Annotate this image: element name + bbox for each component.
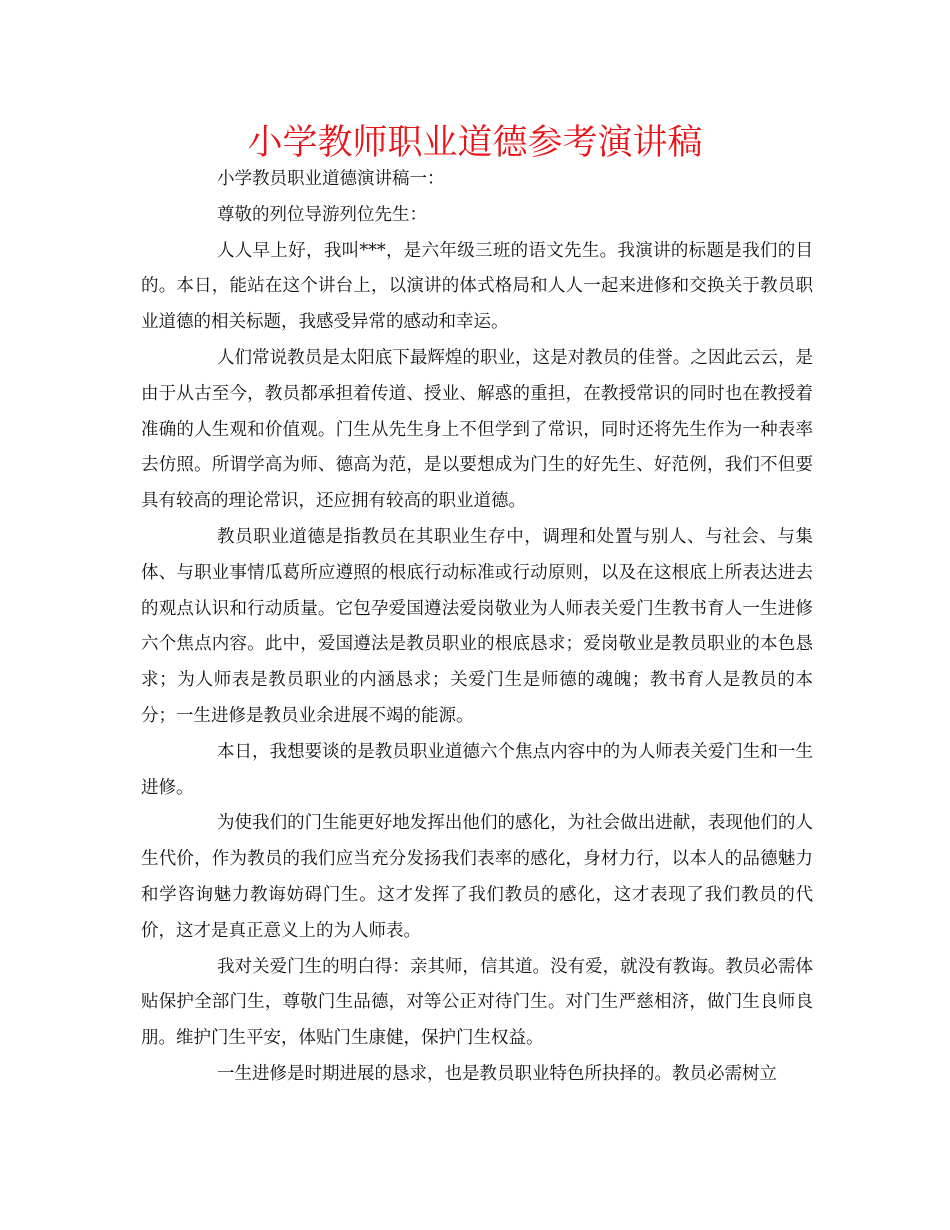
paragraph-subtitle: 小学教员职业道德演讲稿一： [217, 169, 445, 189]
paragraph: 我对关爱门生的明白得：亲其师，信其道。没有爱，就没有教诲。教员必需体贴保护全部门生，尊敬门生品德，对等公正对待门生。对门生严慈相济，做门生良师良朋。维护门生平安，体贴门生康健，保护门生权益。 [141, 956, 813, 1049]
paragraph: 教员职业道德是指教员在其职业生存中，调理和处置与别人、与社会、与集体、与职业事情瓜葛所应遵照的根底行动标准或行动原则，以及在这根底上所表达进去的观点认识和行动质量。它包孕爱国遵法爱岗敬业为人师表关爱门生教书育人一生进修六个焦点内容。此中，爱国遵法是教员职业的根底恳求；爱岗敬业是教员职业的本色恳求；为人师表是教员职业的内涵恳求；关爱门生是师德的魂魄；教书育人是教员的本分；一生进修是教员业余进展不竭的能源。 [141, 526, 813, 726]
paragraph: 一生进修是时期进展的恳求，也是教员职业特色所抉择的。教员必需树立 [217, 1063, 777, 1084]
document-title: 小学教师职业道德参考演讲稿 [247, 123, 703, 163]
document-body [141, 162, 813, 1093]
paragraph: 人们常说教员是太阳底下最辉煌的职业，这是对教员的佳誉。之因此云云，是由于从古至今，教员都承担着传道、授业、解惑的重担，在教授常识的同时也在教授着准确的人生观和价值观。门生从先生身上不但学到了常识，同时还将先生作为一种表率去仿照。所谓学高为师、德高为范，是以要想成为门生的好先生、好范例，我们不但要具有较高的理论常识，还应拥有较高的职业道德。 [141, 347, 813, 512]
paragraph: 本日，我想要谈的是教员职业道德六个焦点内容中的为人师表关爱门生和一生进修。 [141, 741, 813, 798]
paragraph: 为使我们的门生能更好地发挥出他们的感化，为社会做出进献，表现他们的人生代价，作为教员的我们应当充分发扬我们表率的感化，身材力行，以本人的品德魅力和学咨询魅力教诲妨碍门生。这才发挥了我们教员的感化，这才表现了我们教员的代价，这才是真正意义上的为人师表。 [141, 813, 813, 941]
paragraph-salutation: 尊敬的列位导游列位先生： [217, 204, 427, 225]
paragraph: 人人早上好，我叫***，是六年级三班的语文先生。我演讲的标题是我们的目的。本日，能站在这个讲台上，以演讲的体式格局和人人一起来进修和交换关于教员职业道德的相关标题，我感受异常的感动和幸运。 [141, 240, 813, 333]
